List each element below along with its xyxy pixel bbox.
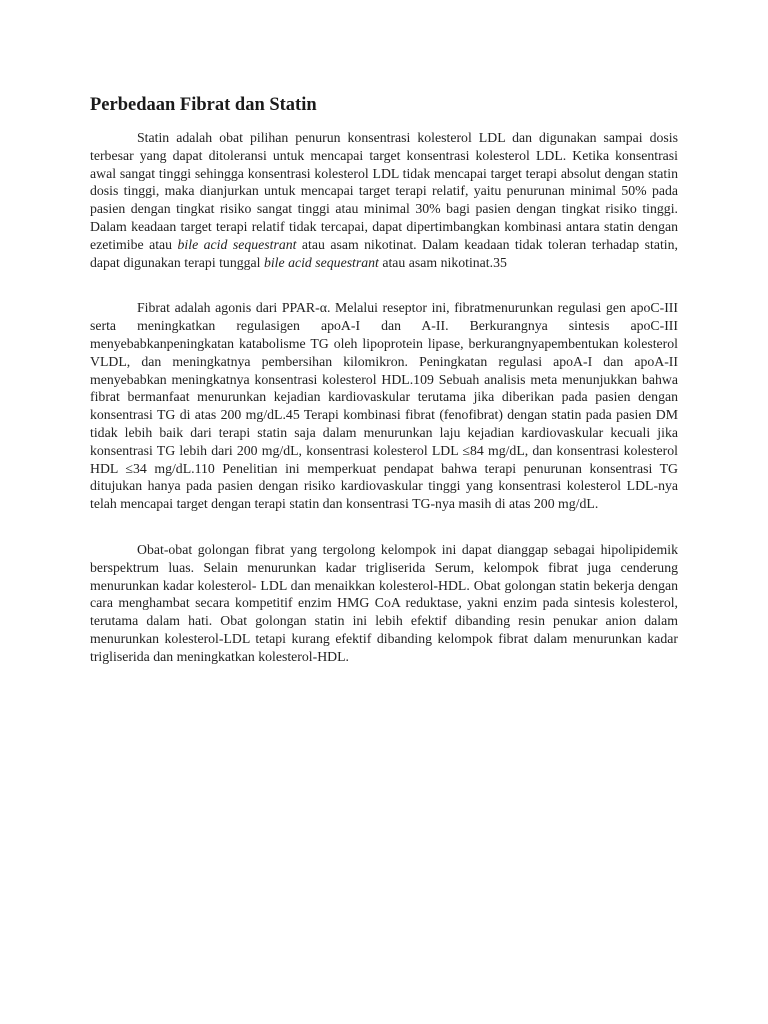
paragraph-text: Obat-obat golongan fibrat yang tergolong kelompok ini dapat dianggap sebagai hipolipidemik berspektrum luas. Selain menurunkan kadar trigliserida Serum, kelompok fibrat juga cenderung menurunkan kadar kolesterol- LDL dan menaikkan kolesterol-HDL. Obat golongan statin bekerja dengan cara menghambat secara kompetitif enzim HMG CoA reduktase, yakni enzim pada sintesis kolesterol, terutama dalam hati. Obat golongan statin ini lebih efektif dibanding resin penukar anion dalam menurunkan kolesterol-LDL tetapi kurang efektif dibanding kelompok fibrat dalam menurunkan kadar trigliserida dan meningkatkan kolesterol-HDL.	[90, 541, 678, 664]
italic-term: bile acid sequestrant	[177, 236, 297, 252]
italic-term: bile acid sequestrant	[263, 254, 379, 270]
paragraph-text: atau asam nikotinat. Dalam keadaan tidak toleran terhadap statin, dapat digunakan terapi tunggal	[90, 236, 678, 270]
paragraph-text: atau asam nikotinat.35	[378, 254, 507, 270]
paragraph-text: Statin adalah obat pilihan penurun konsentrasi kolesterol LDL dan digunakan sampai dosis terbesar yang dapat ditoleransi untuk mencapai target konsentrasi kolesterol LDL. Ketika konsentrasi awal sangat tinggi sehingga konsentrasi kolesterol LDL tidak mencapai target terapi absolut dengan statin dosis tinggi, maka dianjurkan untuk mencapai target terapi relatif, yaitu penurunan minimal 50% pada pasien dengan tingkat risiko sangat tinggi atau minimal 30% bagi pasien dengan tingkat risiko tinggi. Dalam keadaan target terapi relatif tidak tercapai, dapat dipertimbangkan kombinasi antara statin dengan ezetimibe atau	[90, 130, 678, 252]
document-page	[90, 93, 678, 666]
page-title: Perbedaan Fibrat dan Statin	[90, 95, 317, 115]
document-body	[90, 129, 678, 666]
body-paragraph	[90, 299, 678, 513]
body-paragraph	[90, 129, 678, 271]
body-paragraph	[90, 541, 678, 666]
paragraph-text: Fibrat adalah agonis dari PPAR-α. Melalui reseptor ini, fibratmenurunkan regulasi gen apoC-III serta meningkatkan regulasigen apoA-I dan A-II. Berkurangnya sintesis apoC-III menyebabkanpeningkatan katabolisme TG oleh lipoprotein lipase, berkurangnyapembentukan kolesterol VLDL, dan meningkatnya pembersihan kilomikron. Peningkatan regulasi apoA-I dan apoA-II menyebabkan meningkatnya konsentrasi kolesterol HDL.109 Sebuah analisis meta menunjukkan bahwa fibrat bermanfaat menurunkan kejadian kardiovaskular terutama jika diberikan pada pasien dengan konsentrasi TG di atas 200 mg/dL.45 Terapi kombinasi fibrat (fenofibrat) dengan statin pada pasien DM tidak lebih baik dari terapi statin saja dalam menurunkan laju kejadian kardiovaskular kecuali jika konsentrasi TG lebih dari 200 mg/dL, konsentrasi kolesterol LDL ≤84 mg/dL, dan konsentrasi kolesterol HDL ≤34 mg/dL.110 Penelitian ini memperkuat pendapat bahwa terapi penurunan konsentrasi TG ditujukan hanya pada pasien dengan risiko kardiovaskular tinggi yang konsentrasi kolesterol LDL-nya telah mencapai target dengan terapi statin dan konsentrasi TG-nya masih di atas 200 mg/dL.	[90, 300, 678, 512]
